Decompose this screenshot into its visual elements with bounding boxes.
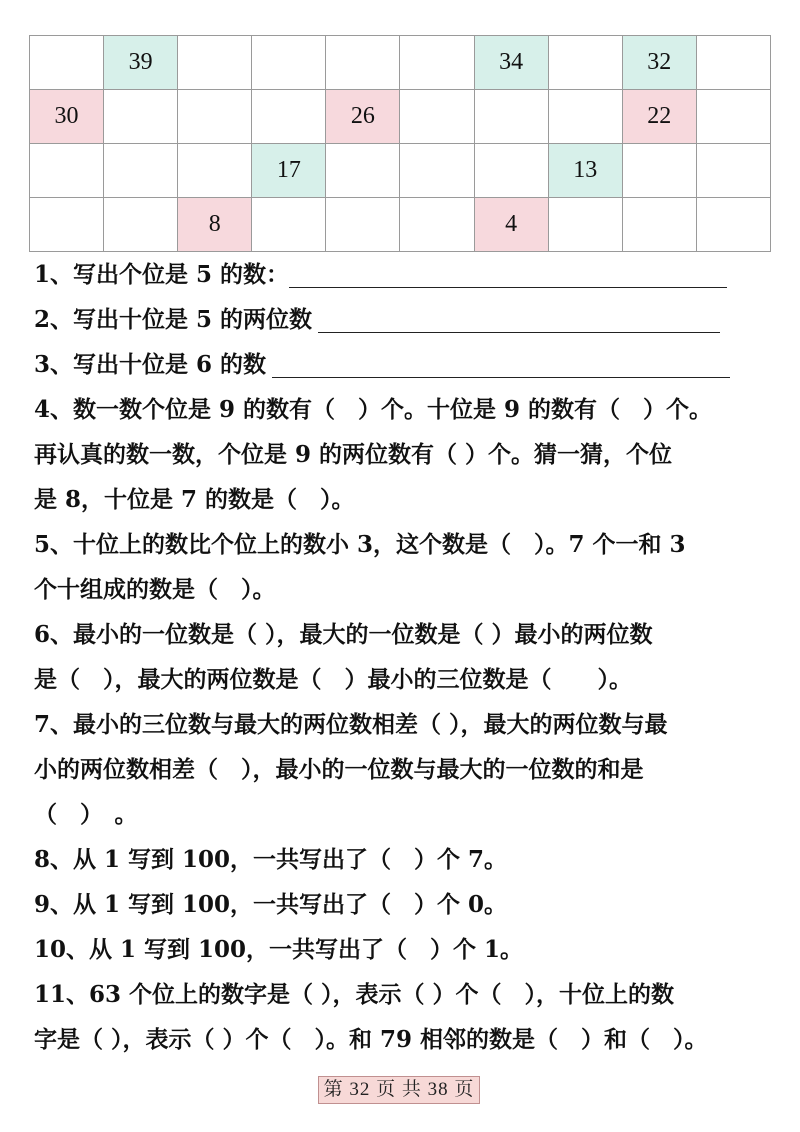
grid-cell-number: 4 (474, 198, 548, 252)
grid-cell-empty[interactable] (30, 198, 104, 252)
grid-cell-empty[interactable] (104, 90, 178, 144)
grid-cell-empty[interactable] (252, 198, 326, 252)
question-9: 9、从 1 写到 100，一共写出了（ ）个 0。 (34, 891, 508, 918)
question-8: 8、从 1 写到 100，一共写出了（ ）个 7。 (34, 846, 508, 873)
grid-cell-empty[interactable] (696, 36, 770, 90)
grid-cell-empty[interactable] (178, 90, 252, 144)
grid-cell-empty[interactable] (178, 144, 252, 198)
number-grid (29, 35, 771, 252)
grid-cell-empty[interactable] (622, 198, 696, 252)
grid-cell-number: 34 (474, 36, 548, 90)
grid-cell-empty[interactable] (696, 144, 770, 198)
question-7-line-3: （ ） 。 (34, 801, 138, 828)
grid-cell-number: 13 (548, 144, 622, 198)
grid-cell-empty[interactable] (30, 144, 104, 198)
grid-cell-empty[interactable] (696, 90, 770, 144)
question-text: 2、写出十位是 5 的两位数 (34, 306, 313, 333)
grid-cell-empty[interactable] (178, 36, 252, 90)
question-4-line-3: 是 8，十位是 7 的数是（ ）。 (34, 486, 355, 513)
question-7-line-2: 小的两位数相差（ ），最小的一位数与最大的一位数的和是 (34, 756, 644, 783)
grid-cell-empty[interactable] (326, 36, 400, 90)
grid-cell-empty[interactable] (326, 144, 400, 198)
answer-line[interactable] (289, 257, 727, 288)
question-6-line-1: 6、最小的一位数是（ ），最大的一位数是（ ）最小的两位数 (34, 621, 653, 648)
question-10: 10、从 1 写到 100，一共写出了（ ）个 1。 (34, 936, 524, 963)
grid-cell-number: 32 (622, 36, 696, 90)
question-11-line-2: 字是（ ），表示（ ）个（ ）。和 79 相邻的数是（ ）和（ ）。 (34, 1026, 708, 1053)
grid-cell-empty[interactable] (400, 90, 474, 144)
grid-cell-number: 8 (178, 198, 252, 252)
grid-cell-empty[interactable] (474, 144, 548, 198)
grid-cell-empty[interactable] (696, 198, 770, 252)
question-4-line-2: 再认真的数一数，个位是 9 的两位数有（ ）个。猜一猜，个位 (34, 441, 673, 468)
grid-row (30, 36, 771, 90)
question-2 (34, 297, 774, 342)
grid-cell-number: 39 (104, 36, 178, 90)
grid-row (30, 144, 771, 198)
question-text: 3、写出十位是 6 的数 (34, 351, 267, 378)
grid-cell-empty[interactable] (548, 198, 622, 252)
grid-cell-number: 30 (30, 90, 104, 144)
question-1 (34, 252, 774, 297)
grid-cell-number: 17 (252, 144, 326, 198)
grid-row (30, 90, 771, 144)
question-4-line-1: 4、数一数个位是 9 的数有（ ）个。十位是 9 的数有（ ）个。 (34, 396, 713, 423)
question-11-line-1: 11、63 个位上的数字是（ ），表示（ ）个（ ），十位上的数 (34, 981, 675, 1008)
grid-cell-empty[interactable] (326, 198, 400, 252)
grid-cell-empty[interactable] (400, 144, 474, 198)
answer-line[interactable] (272, 347, 730, 378)
grid-cell-empty[interactable] (252, 36, 326, 90)
grid-cell-empty[interactable] (252, 90, 326, 144)
grid-cell-empty[interactable] (548, 36, 622, 90)
grid-cell-empty[interactable] (474, 90, 548, 144)
grid-cell-empty[interactable] (30, 36, 104, 90)
grid-cell-empty[interactable] (104, 144, 178, 198)
page-number-label: 第 32 页 共 38 页 (318, 1076, 480, 1104)
grid-cell-number: 26 (326, 90, 400, 144)
question-3 (34, 342, 774, 387)
grid-row (30, 198, 771, 252)
question-6-line-2: 是（ ），最大的两位数是（ ）最小的三位数是（ ）。 (34, 666, 632, 693)
answer-line[interactable] (318, 302, 720, 333)
grid-cell-empty[interactable] (622, 144, 696, 198)
grid-cell-empty[interactable] (104, 198, 178, 252)
grid-cell-empty[interactable] (400, 198, 474, 252)
question-text: 1、写出个位是 5 的数： (34, 261, 290, 288)
question-7-line-1: 7、最小的三位数与最大的两位数相差（ ），最大的两位数与最 (34, 711, 668, 738)
grid-cell-empty[interactable] (548, 90, 622, 144)
grid-cell-empty[interactable] (400, 36, 474, 90)
grid-cell-number: 22 (622, 90, 696, 144)
question-list (34, 252, 774, 1062)
question-5-line-1: 5、十位上的数比个位上的数小 3，这个数是（ ）。7 个一和 3 (34, 531, 686, 558)
question-5-line-2: 个十组成的数是（ ）。 (34, 576, 276, 603)
